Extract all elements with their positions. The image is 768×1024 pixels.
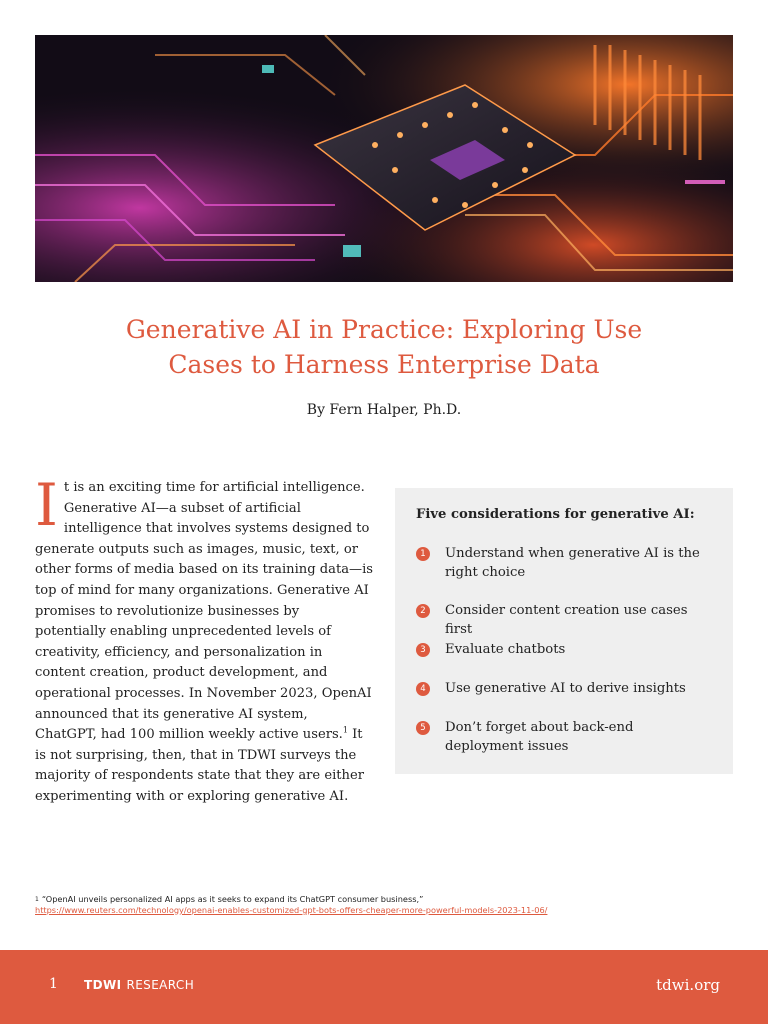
footnote-link[interactable]: https://www.reuters.com/technology/openai-enables-customized-gpt-bots-offers-cheaper-more-powerful-models-2023-11-06/ (35, 905, 548, 915)
brand-bold: TDWI (84, 978, 122, 992)
list-item (416, 719, 716, 756)
brand-logo (84, 978, 194, 992)
list-item (416, 680, 716, 699)
list-item (416, 641, 716, 660)
intro-text-2: It is not surprising, then, that in TDWI surveys the majority of respondents state that they are either experimenting with or exploring generative AI. (35, 727, 364, 804)
intro-paragraph (35, 471, 374, 808)
title-line-1: Generative AI in Practice: Exploring Use (125, 315, 643, 344)
number-badge: 3 (416, 643, 430, 657)
list-item-text: Understand when generative AI is the right choice (445, 546, 700, 580)
list-item-text: Use generative AI to derive insights (445, 681, 686, 696)
hero-image (35, 35, 733, 282)
number-badge: 1 (416, 547, 430, 561)
number-badge: 2 (416, 604, 430, 618)
intro-text-1: t is an exciting time for artificial intelligence. Generative AI—a subset of artificial intelligence that involves systems designed to generate outputs such as images, music, text, or other forms of media based on its training data—is top of mind for many organizations. Generative AI promises to revolutionize businesses by potentially enabling unprecedented levels of creativity, efficiency, and personalization in content creation, product development, and operational processes. In November 2023, OpenAI announced that its generative AI system, ChatGPT, had 100 million weekly active users. (35, 480, 374, 743)
drop-cap: I (35, 471, 58, 539)
list-item (416, 545, 716, 582)
site-link[interactable]: tdwi.org (656, 976, 720, 994)
sidebar-title: Five considerations for generative AI: (416, 507, 695, 522)
title-line-2: Cases to Harness Enterprise Data (168, 350, 600, 379)
footnote-number: 1 (35, 896, 39, 903)
considerations-sidebar (395, 488, 733, 774)
list-item-text: Evaluate chatbots (445, 642, 566, 657)
footer-bar (0, 950, 768, 1024)
list-item (416, 602, 716, 639)
footnote-ref[interactable]: 1 (342, 725, 348, 735)
number-badge: 5 (416, 721, 430, 735)
brand-rest: RESEARCH (126, 978, 195, 992)
page-number: 1 (49, 976, 58, 992)
footnote-text: “OpenAI unveils personalized AI apps as it seeks to expand its ChatGPT consumer business,” (41, 894, 424, 904)
footnote (35, 894, 735, 916)
number-badge: 4 (416, 682, 430, 696)
list-item-text: Consider content creation use cases first (445, 603, 688, 637)
list-item-text: Don’t forget about back-end deployment issues (445, 720, 634, 754)
article-title (90, 312, 678, 382)
byline: By Fern Halper, Ph.D. (306, 402, 462, 418)
